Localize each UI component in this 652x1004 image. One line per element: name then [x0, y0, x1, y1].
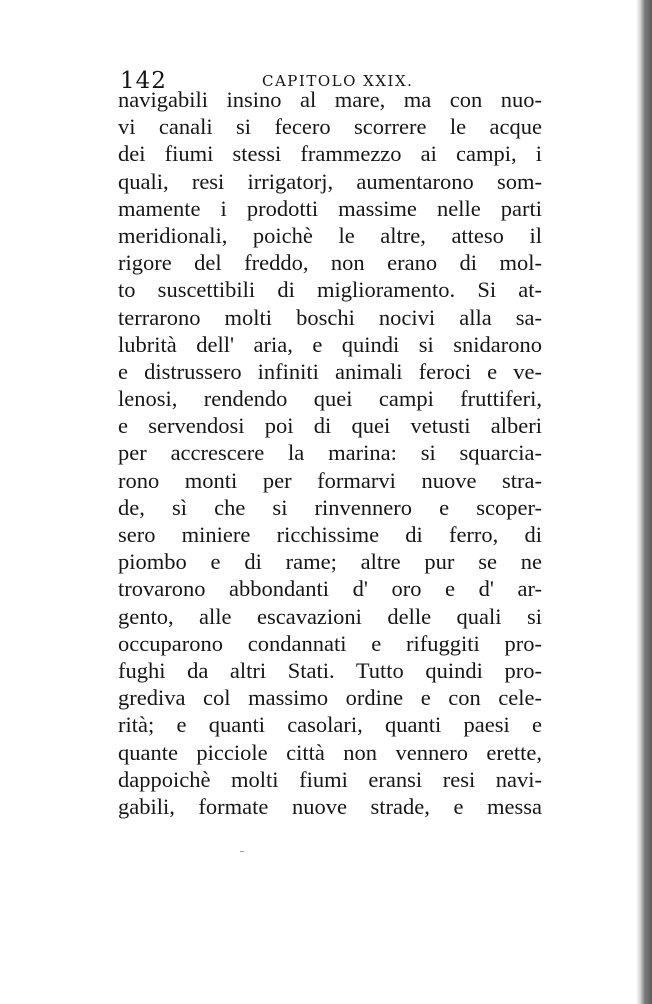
text-line: per accrescere la marina: si squarcia-: [118, 440, 542, 466]
text-line: rità; e quanti casolari, quanti paesi e: [118, 712, 542, 738]
text-line: quali, resi irrigatorj, aumentarono som-: [118, 168, 542, 194]
text-line: rono monti per formarvi nuove stra-: [118, 467, 542, 493]
text-line: e distrussero infiniti animali feroci e ve-: [118, 358, 542, 384]
text-line: terrarono molti boschi nocivi alla sa-: [118, 304, 542, 330]
text-line: dei fiumi stessi frammezzo ai campi, i: [118, 141, 542, 167]
text-line: gabili, formate nuove strade, e messa: [118, 793, 542, 819]
text-line: grediva col massimo ordine e con cele-: [118, 685, 542, 711]
text-line: quante picciole città non vennero erette,: [118, 739, 542, 765]
running-head: CAPITOLO XXIX.: [262, 72, 414, 90]
text-line: navigabili insino al mare, ma con nuo-: [118, 87, 542, 112]
text-line: rigore del freddo, non erano di mol-: [118, 250, 542, 276]
text-line: meridionali, poichè le altre, atteso il: [118, 222, 542, 248]
text-line: lubrità dell' aria, e quindi si snidarono: [118, 331, 542, 357]
text-line: de, sì che si rinvennero e scoper-: [118, 494, 542, 520]
text-line: trovarono abbondanti d' oro e d' ar-: [118, 576, 542, 602]
text-line: dappoichè molti fiumi eransi resi navi-: [118, 766, 542, 792]
text-line: occuparono condannati e rifuggiti pro-: [118, 630, 542, 656]
text-line: e servendosi poi di quei vetusti alberi: [118, 413, 542, 439]
text-line: gento, alle escavazioni delle quali si: [118, 603, 542, 629]
text-line: to suscettibili di miglioramento. Si at-: [118, 277, 542, 303]
body-text: [118, 86, 542, 820]
text-line: sero miniere ricchissime di ferro, di: [118, 522, 542, 547]
text-line: lenosi, rendendo quei campi fruttiferi,: [118, 386, 542, 412]
paper-speck: [240, 851, 244, 852]
text-line: fughi da altri Stati. Tutto quindi pro-: [118, 657, 542, 683]
text-line: piombo e di rame; altre pur se ne: [118, 549, 542, 575]
page-number: 142: [120, 68, 167, 94]
text-line: mamente i prodotti massime nelle parti: [118, 195, 542, 221]
text-line: vi canali si fecero scorrere le acque: [118, 114, 542, 140]
page-edge-shadow: [636, 0, 652, 1004]
